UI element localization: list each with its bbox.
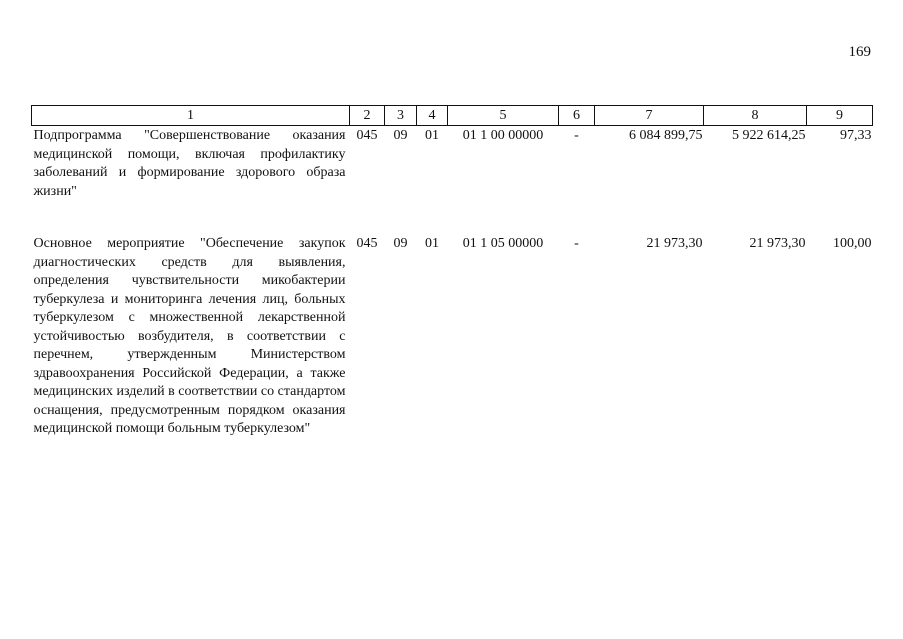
row-section: 09 [393, 128, 408, 143]
row-subsection: 01 [425, 128, 439, 143]
page-number: 169 [848, 44, 871, 60]
row-name: Основное мероприятие "Обеспечение закупок диагностических средств для выявления, определения чувствительности микобактерии туберкулеза и мониторинга лечения лиц, больных туберкулезом с множественной лекарственной устойчивостью возбудителя, в соответствии с перечнем, утвержденным Министерством здравоохранения Российской Федерации, а также медицинских изделий в соответствии со стандартом оснащения, предусмотренным порядком оказания медицинской помощи больным туберкулезом" [33, 236, 346, 436]
row-subsection: 01 [425, 236, 439, 251]
row-expense-type: - [574, 128, 579, 143]
budget-execution-table [31, 105, 873, 439]
row-section: 09 [393, 236, 408, 251]
row-name: Подпрограмма "Совершенствование оказания медицинской помощи, включая профилактику заболеваний и формирование здорового образа жизни" [33, 128, 346, 199]
table-row [32, 235, 873, 439]
row-ministry-code: 045 [356, 236, 378, 251]
column-header-3: 3 [385, 106, 417, 126]
row-percent: 97,33 [840, 128, 872, 143]
column-header-7: 7 [595, 106, 704, 126]
row-executed: 21 973,30 [749, 236, 806, 251]
column-header-8: 8 [704, 106, 807, 126]
column-header-5: 5 [448, 106, 559, 126]
row-percent: 100,00 [833, 236, 872, 251]
column-header-1: 1 [32, 106, 350, 126]
table-row [32, 126, 873, 236]
column-header-4: 4 [417, 106, 448, 126]
row-planned: 21 973,30 [646, 236, 703, 251]
table-body [32, 126, 873, 439]
table-header [32, 106, 873, 126]
header-row [32, 106, 873, 126]
column-header-6: 6 [559, 106, 595, 126]
row-target-article: 01 1 05 00000 [462, 236, 544, 251]
row-expense-type: - [574, 236, 579, 251]
row-ministry-code: 045 [356, 128, 378, 143]
row-executed: 5 922 614,25 [732, 128, 806, 143]
column-header-2: 2 [350, 106, 385, 126]
row-planned: 6 084 899,75 [629, 128, 703, 143]
column-header-9: 9 [807, 106, 873, 126]
row-target-article: 01 1 00 00000 [462, 128, 544, 143]
